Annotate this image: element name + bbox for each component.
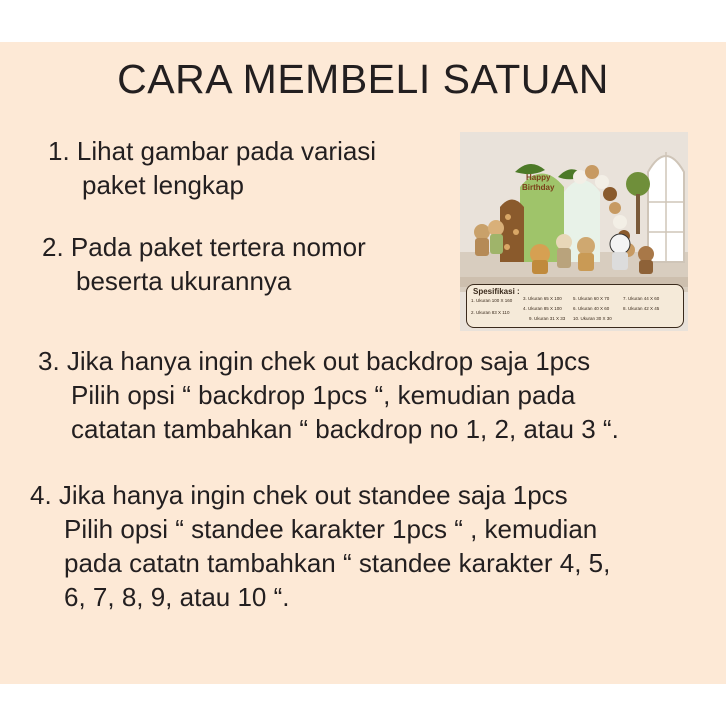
step-3-line-3: catatan tambahkan “ backdrop no 1, 2, atau 3 “.	[71, 414, 619, 444]
specification-box	[466, 284, 684, 328]
spec-item: 10. Ukuran 30 X 30	[573, 316, 612, 321]
spec-title: Spesifikasi :	[473, 287, 520, 296]
banner-text-1: Happy	[526, 173, 551, 182]
step-3-line-1: 3. Jika hanya ingin chek out backdrop saja 1pcs	[38, 346, 591, 376]
spec-item: 4. Ukuran 85 X 100	[523, 306, 562, 311]
step-1	[48, 134, 376, 202]
step-3	[38, 344, 619, 446]
step-1-line-2: paket lengkap	[82, 170, 244, 200]
step-3-line-2: Pilih opsi “ backdrop 1pcs “, kemudian pada	[71, 380, 576, 410]
spec-item: 5. Ukuran 60 X 70	[573, 296, 610, 301]
step-4-line-3: pada catatn tambahkan “ standee karakter 4, 5,	[64, 548, 611, 578]
banner-text-2: Birthday	[522, 183, 555, 192]
spec-item: 1. Ukuran 100 X 160	[471, 298, 513, 303]
content-panel	[0, 42, 726, 684]
example-package-photo	[460, 132, 688, 331]
spec-item: 8. Ukuran 42 X 45	[623, 306, 660, 311]
page-title: CARA MEMBELI SATUAN	[117, 56, 609, 102]
spec-item: 3. Ukuran 65 X 100	[523, 296, 562, 301]
step-4-line-2: Pilih opsi “ standee karakter 1pcs “ , kemudian	[64, 514, 598, 544]
spec-item: 6. Ukuran 40 X 60	[573, 306, 610, 311]
step-2-line-2: beserta ukurannya	[76, 266, 292, 296]
step-4-line-1: 4. Jika hanya ingin chek out standee saja 1pcs	[30, 480, 568, 510]
spec-item: 7. Ukuran 44 X 60	[623, 296, 660, 301]
step-4-line-4: 6, 7, 8, 9, atau 10 “.	[64, 582, 290, 612]
spec-item: 2. Ukuran 83 X 110	[471, 310, 510, 315]
step-2	[42, 230, 366, 298]
step-4	[30, 478, 610, 614]
step-2-line-1: 2. Pada paket tertera nomor	[42, 232, 366, 262]
step-1-line-1: 1. Lihat gambar pada variasi	[48, 136, 377, 166]
spec-item: 9. Ukuran 31 X 33	[529, 316, 566, 321]
